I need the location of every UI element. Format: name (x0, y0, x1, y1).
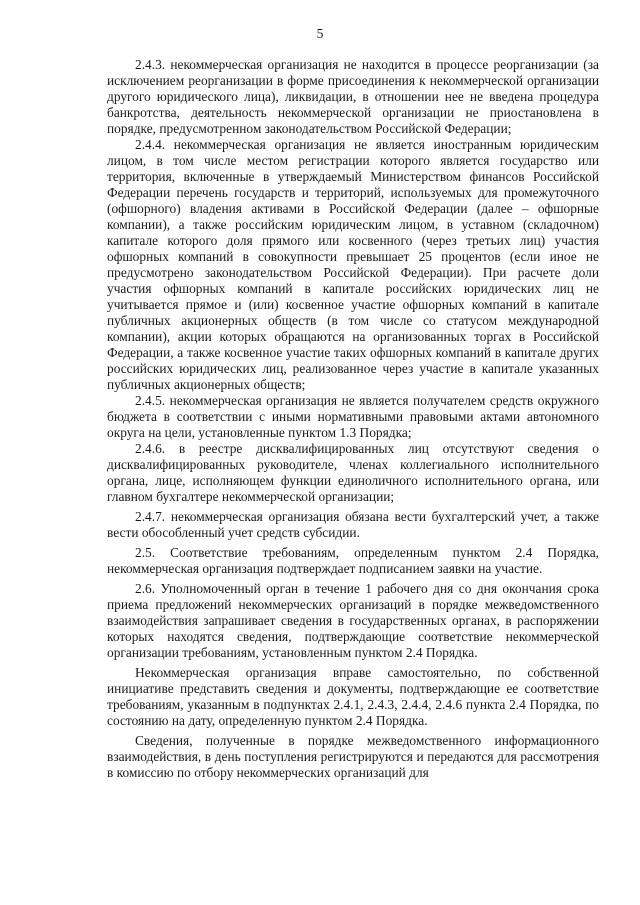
page-body (107, 57, 599, 781)
paragraph-2-5: 2.5. Соответствие требованиям, определенным пунктом 2.4 Порядка, некоммерческая организация подтверждает подписанием заявки на участие. (107, 545, 599, 576)
paragraph-2-4-4: 2.4.4. некоммерческая организация не является иностранным юридическим лицом, в том числе местом регистрации которого является государство или территория, включенные в утверждаемый Министерством финансов Российской Федерации перечень государств и территорий, используемых для промежуточного (офшорного) владения активами в Российской Федерации (далее – офшорные компании), а также российским юридическим лицом, в уставном (складочном) капитале которого доля прямого или косвенного (через третьих лиц) участия офшорных компаний в совокупности превышает 25 процентов (если иное не предусмотрено законодательством Российской Федерации). При расчете доли участия офшорных компаний в капитале российских юридических лиц не учитывается прямое и (или) косвенное участие офшорных компаний в капитале публичных акционерных обществ (в том числе со статусом международной компании), акции которых обращаются на организованных торгах в Российской Федерации, а также косвенное участие таких офшорных компаний в капитале других российских юридических лиц, реализованное через участие в капитале указанных публичных акционерных обществ; (107, 137, 599, 392)
paragraph-2-4-7: 2.4.7. некоммерческая организация обязана вести бухгалтерский учет, а также вести обособленный учет средств субсидии. (107, 509, 599, 540)
paragraph-2-4-6: 2.4.6. в реестре дисквалифицированных лиц отсутствуют сведения о дисквалифицированных руководителе, членах коллегиального исполнительного органа, лице, исполняющем функции единоличного исполнительного органа, или главном бухгалтере некоммерческой организации; (107, 441, 599, 504)
page-number: 5 (316, 26, 324, 41)
paragraph-2-4-5: 2.4.5. некоммерческая организация не является получателем средств окружного бюджета в соответствии с иными нормативными правовыми актами автономного округа на цели, установленные пунктом 1.3 Порядка; (107, 393, 599, 440)
paragraph-interagency-information: Сведения, полученные в порядке межведомственного информационного взаимодействия, в день поступления регистрируются и передаются для рассмотрения в комиссию по отбору некоммерческих организаций для (107, 733, 599, 780)
paragraph-2-6: 2.6. Уполномоченный орган в течение 1 рабочего дня со дня окончания срока приема предложений некоммерческих организаций в порядке межведомственного взаимодействия запрашивает сведения в государственных органах, в распоряжении которых находятся сведения, подтверждающие соответствие некоммерческой организации требованиям, установленным пунктом 2.4 Порядка. (107, 581, 599, 660)
paragraph-voluntary-submission: Некоммерческая организация вправе самостоятельно, по собственной инициативе представить сведения и документы, подтверждающие ее соответствие требованиям, указанным в подпунктах 2.4.1, 2.4.3, 2.4.4, 2.4.6 пункта 2.4 Порядка, по состоянию на дату, определенную пунктом 2.4 Порядка. (107, 665, 599, 728)
paragraph-2-4-3: 2.4.3. некоммерческая организация не находится в процессе реорганизации (за исключением реорганизации в форме присоединения к некоммерческой организации другого юридического лица), ликвидации, в отношении нее не введена процедура банкротства, деятельность некоммерческой организации не приостановлена в порядке, предусмотренном законодательством Российской Федерации; (107, 57, 599, 136)
